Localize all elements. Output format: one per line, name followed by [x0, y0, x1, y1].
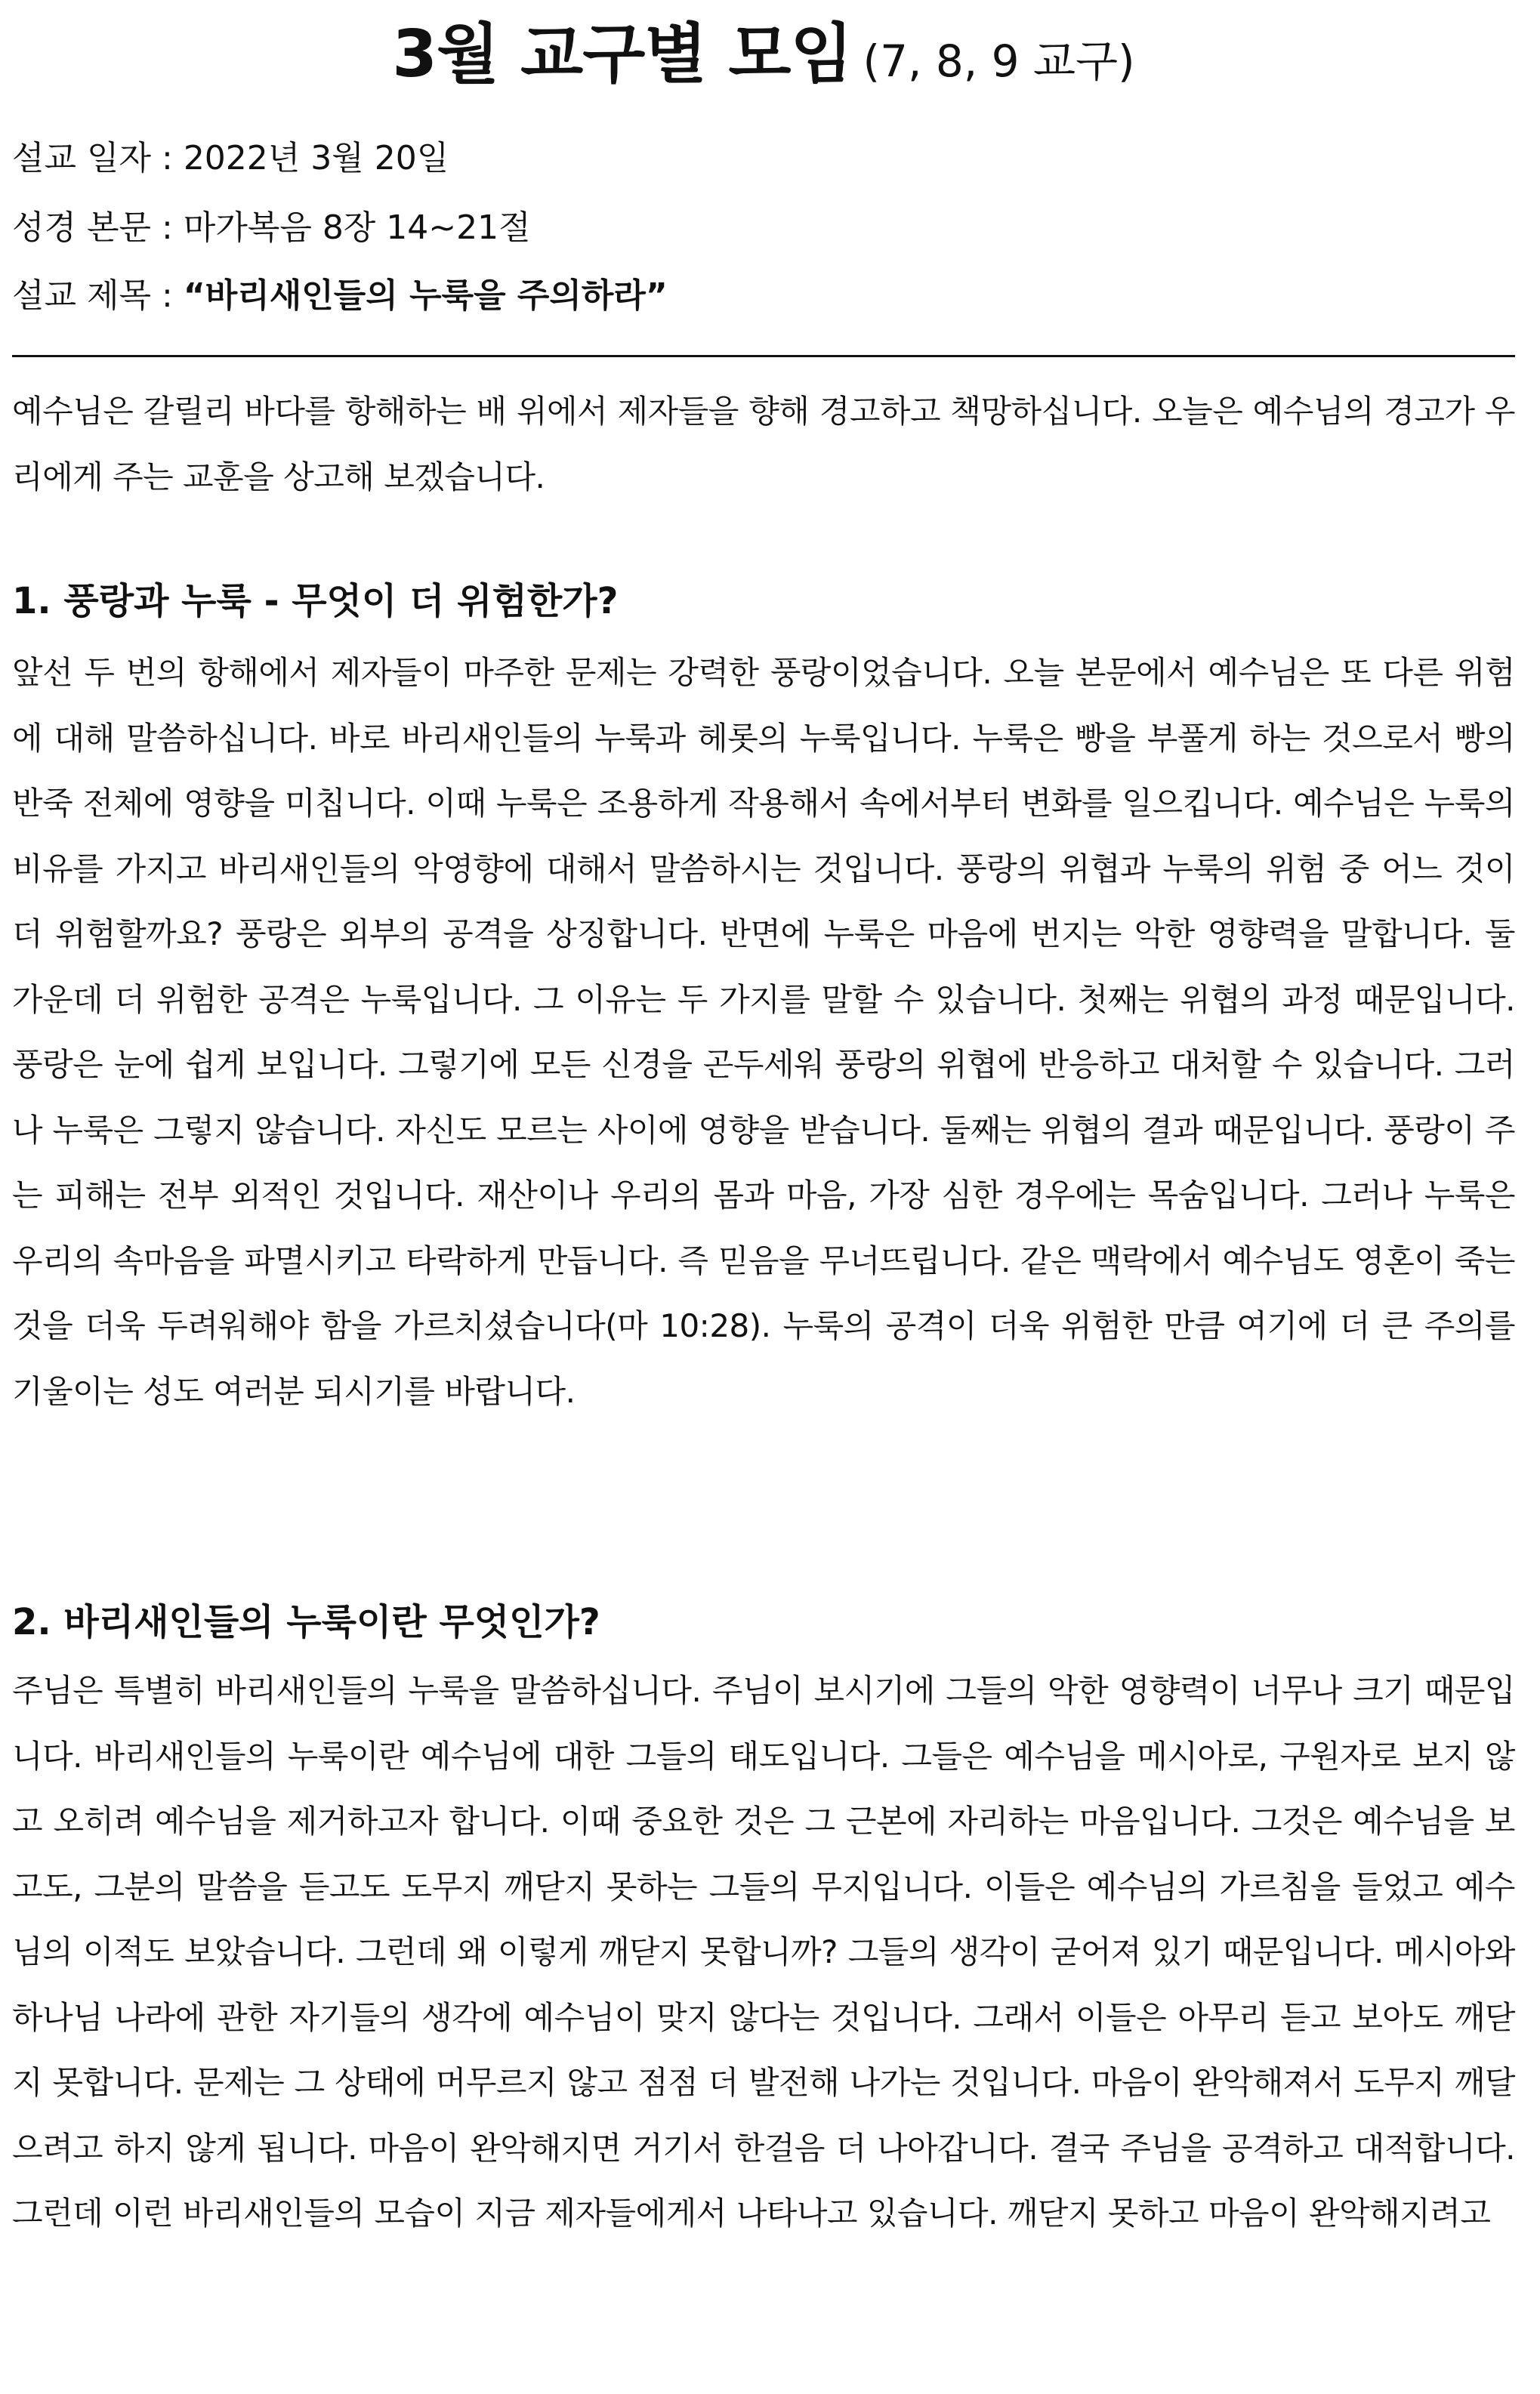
intro-paragraph: 예수님은 갈릴리 바다를 항해하는 배 위에서 제자들을 향해 경고하고 책망하십니다. 오늘은 예수님의 경고가 우리에게 주는 교훈을 상고해 보겠습니다.	[12, 393, 1515, 495]
meta-date	[12, 136, 1515, 181]
section-2-body: 주님은 특별히 바리새인들의 누룩을 말씀하십니다. 주님이 보시기에 그들의 악한 영향력이 너무나 크기 때문입니다. 바리새인들의 누룩이란 예수님에 대한 그들의 태도입니다. 그들은 예수님을 메시아로, 구원자로 보지 않고 오히려 예수님을 제거하고자 합니다. 이때 중요한 것은 그 근본에 자리하는 마음입니다. 그것은 예수님을 보고도, 그분의 말씀을 듣고도 도무지 깨닫지 못하는 그들의 무지입니다. 이들은 예수님의 가르침을 들었고 예수님의 이적도 보았습니다. 그런데 왜 이렇게 깨닫지 못합니까? 그들의 생각이 굳어져 있기 때문입니다. 메시아와 하나님 나라에 관한 자기들의 생각에 예수님이 맞지 않다는 것입니다. 그래서 이들은 아무리 듣고 보아도 깨닫지 못합니다. 문제는 그 상태에 머무르지 않고 점점 더 발전해 나가는 것입니다. 마음이 완악해져서 도무지 깨달으려고 하지 않게 됩니다. 마음이 완악해지면 거기서 한걸음 더 나아갑니다. 결국 주님을 공격하고 대적합니다. 그런데 이런 바리새인들의 모습이 지금 제자들에게서 나타나고 있습니다. 깨닫지 못하고 마음이 완악해지려고	[12, 1672, 1515, 2232]
meta-date-label: 설교 일자 :	[12, 139, 184, 177]
meta-sermon-value: “바리새인들의 누룩을 주의하라”	[183, 276, 668, 315]
meta-sermon-label: 설교 제목 :	[12, 276, 184, 315]
section-2-heading: 2. 바리새인들의 누룩이란 무엇인가?	[12, 1601, 600, 1643]
document-title	[12, 2, 1515, 95]
meta-scripture	[12, 205, 1515, 251]
meta-scripture-value: 마가복음 8장 14~21절	[183, 208, 531, 247]
meta-date-value: 2022년 3월 20일	[183, 139, 449, 177]
meta-sermon-title	[12, 273, 1515, 319]
title-main: 3월 교구별 모임	[392, 17, 853, 92]
divider-line	[12, 355, 1515, 357]
meta-scripture-label: 성경 본문 :	[12, 208, 184, 247]
title-subtitle: (7, 8, 9 교구)	[863, 35, 1135, 87]
section-1-body: 앞선 두 번의 항해에서 제자들이 마주한 문제는 강력한 풍랑이었습니다. 오늘 본문에서 예수님은 또 다른 위험에 대해 말씀하십니다. 바로 바리새인들의 누룩과 헤롯의 누룩입니다. 누룩은 빵을 부풀게 하는 것으로서 빵의 반죽 전체에 영향을 미칩니다. 이때 누룩은 조용하게 작용해서 속에서부터 변화를 일으킵니다. 예수님은 누룩의 비유를 가지고 바리새인들의 악영향에 대해서 말씀하시는 것입니다. 풍랑의 위협과 누룩의 위험 중 어느 것이 더 위험할까요? 풍랑은 외부의 공격을 상징합니다. 반면에 누룩은 마음에 번지는 악한 영향력을 말합니다. 둘 가운데 더 위험한 공격은 누룩입니다. 그 이유는 두 가지를 말할 수 있습니다. 첫째는 위협의 과정 때문입니다. 풍랑은 눈에 쉽게 보입니다. 그렇기에 모든 신경을 곤두세워 풍랑의 위협에 반응하고 대처할 수 있습니다. 그러나 누룩은 그렇지 않습니다. 자신도 모르는 사이에 영향을 받습니다. 둘째는 위협의 결과 때문입니다. 풍랑이 주는 피해는 전부 외적인 것입니다. 재산이나 우리의 몸과 마음, 가장 심한 경우에는 목숨입니다. 그러나 누룩은 우리의 속마음을 파멸시키고 타락하게 만듭니다. 즉 믿음을 무너뜨립니다. 같은 맥락에서 예수님도 영혼이 죽는 것을 더욱 두려워해야 함을 가르치셨습니다(마 10:28). 누룩의 공격이 더욱 위험한 만큼 여기에 더 큰 주의를 기울이는 성도 여러분 되시기를 바랍니다.	[12, 654, 1515, 1410]
section-1-heading: 1. 풍랑과 누룩 - 무엇이 더 위험한가?	[12, 580, 619, 622]
